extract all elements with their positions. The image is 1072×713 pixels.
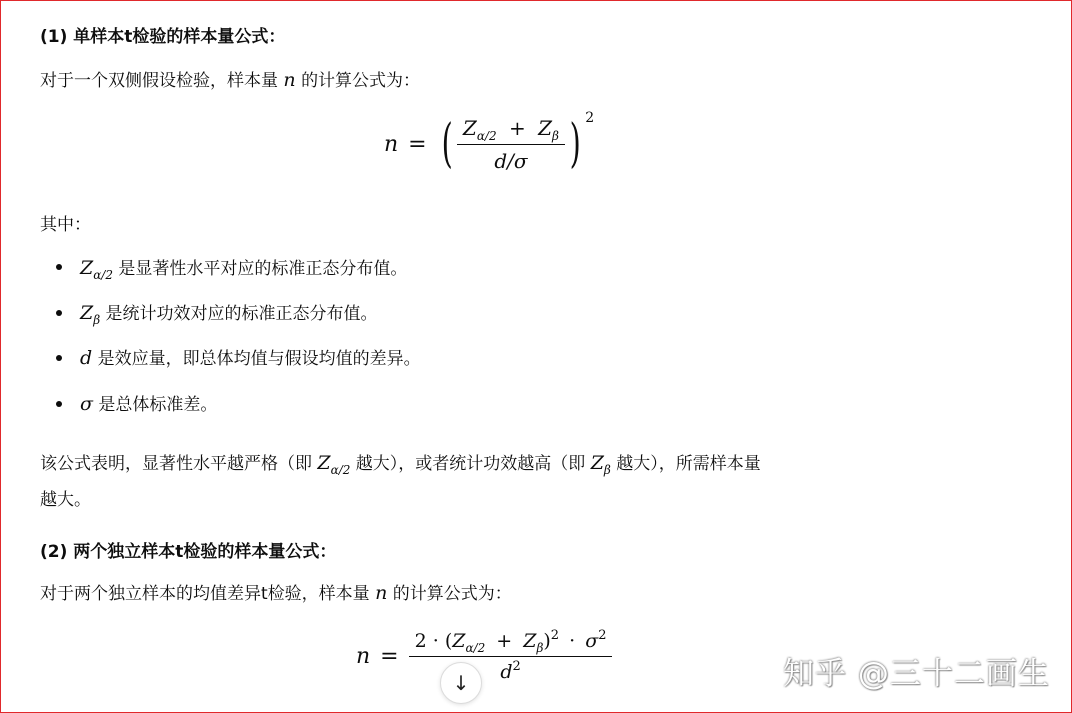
bullet-sigma: σ 是总体标准差。 — [80, 393, 218, 415]
formula-two-sample: n = $\frac{2 \cdot (Z_{\alpha/2} + Z_\beta)^2 \cdot \sigma^2}{d^2}$ — [356, 620, 612, 692]
scroll-down-button[interactable] — [440, 662, 482, 704]
formula-one-sample: n = ( $\frac{Z_{\alpha/2} + Z_\beta}{d/\sigma}$ ) 2 — [384, 110, 595, 174]
section1-heading: (1) 单样本t检验的样本量公式： — [40, 27, 286, 47]
section2-intro: 对于两个独立样本的均值差异t检验，样本量 n 的计算公式为： — [40, 582, 512, 604]
bullet-z-alpha: $Z_{\alpha/2}$ 是显著性水平对应的标准正态分布值。 — [80, 257, 408, 282]
section1-intro: 对于一个双侧假设检验，样本量 n 的计算公式为： — [40, 69, 421, 91]
bullet-d: d 是效应量，即总体均值与假设均值的差异。 — [80, 347, 421, 369]
bullet-dot — [56, 264, 62, 270]
section2-heading: (2) 两个独立样本t检验的样本量公式： — [40, 542, 337, 562]
watermark: 知乎 @三十二画生 — [783, 656, 1050, 692]
bullet-z-beta: $Z_\beta$ 是统计功效对应的标准正态分布值。 — [80, 302, 378, 327]
conclusion-line1: 该公式表明，显著性水平越严格（即 $Z_{\alpha/2}$ 越大），或者统计功效越高（即 $Z_\beta$ 越大），所需样本量 — [40, 452, 761, 477]
conclusion-line2: 越大。 — [40, 490, 91, 510]
bullet-dot — [56, 355, 62, 361]
arrow-down-icon: ↓ — [452, 671, 470, 695]
bullet-dot — [56, 310, 62, 316]
bullet-dot — [56, 401, 62, 407]
where-label: 其中： — [40, 215, 91, 235]
